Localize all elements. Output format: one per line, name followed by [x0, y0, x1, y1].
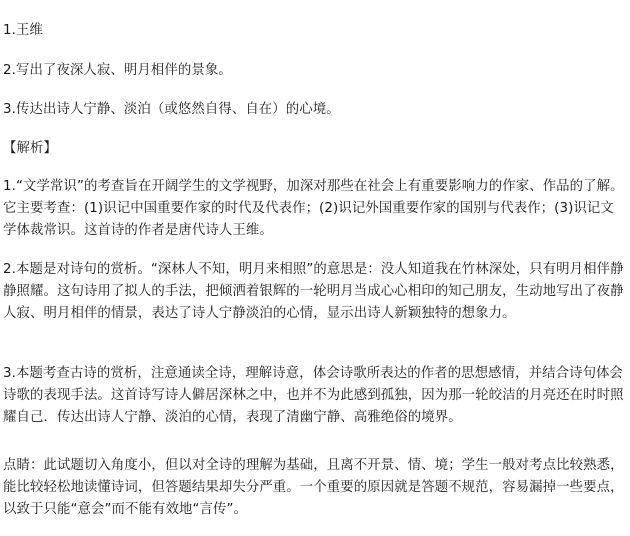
- answer-1: 1.王维: [3, 23, 43, 38]
- analysis-paragraph-1: 1.“文学常识”的考查旨在开阔学生的文学视野，加深对那些在社会上有重要影响力的作家、作品的了解。它主要考查：(1)识记中国重要作家的时代及代表作；(2)识记外国重要作家的国别与代表作；(3)识记文学体裁常识。这首诗的作者是唐代诗人王维。: [3, 179, 624, 238]
- analysis-heading: 【解析】: [3, 141, 57, 156]
- answer-2: 2.写出了夜深人寂、明月相伴的景象。: [3, 63, 232, 78]
- answer-3: 3.传达出诗人宁静、淡泊（或悠然自得、自在）的心境。: [3, 102, 340, 117]
- analysis-paragraph-3: 3.本题考查古诗的赏析，注意通读全诗，理解诗意，体会诗歌所表达的作者的思想感情，并结合诗句体会诗歌的表现手法。这首诗写诗人僻居深林之中，也并不为此感到孤独，因为那一轮皎洁的月亮还在时时照耀自己．传达出诗人宁静、淡泊的心情，表现了清幽宁静、高雅绝俗的境界。: [3, 366, 624, 425]
- comment-paragraph: 点睛：此试题切入角度小，但以对全诗的理解为基础，且离不开景、情、境；学生一般对考点比较熟悉，能比较轻松地读懂诗词，但答题结果却失分严重。一个重要的原因就是答题不规范，容易漏掉一些要点，以致于只能“意会”而不能有效地“言传”。: [3, 458, 624, 517]
- analysis-paragraph-2: 2.本题是对诗句的赏析。“深林人不知，明月来相照”的意思是：没人知道我在竹林深处，只有明月相伴静静照耀。这句诗用了拟人的手法，把倾洒着银辉的一轮明月当成心心相印的知己朋友，生动地写出了夜静人寂、明月相伴的情景，表达了诗人宁静淡泊的心情，显示出诗人新颖独特的想象力。: [3, 262, 624, 321]
